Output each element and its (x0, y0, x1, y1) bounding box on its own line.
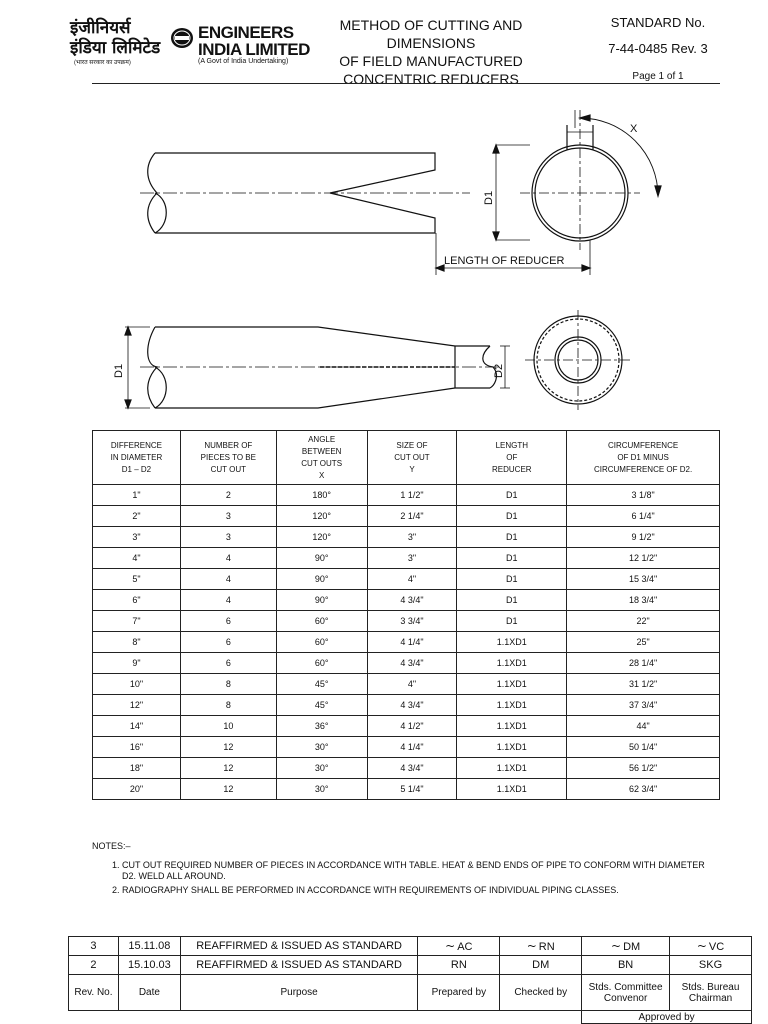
table-header-cell (567, 431, 720, 485)
table-cell: 3" (367, 527, 457, 548)
header-line: CIRCUMFERENCE (607, 440, 679, 450)
table-header-row (93, 431, 720, 485)
table-cell: 1.1XD1 (457, 779, 567, 800)
table-cell: 3" (93, 527, 181, 548)
table-cell: 60° (276, 611, 367, 632)
notes-heading: NOTES:– (92, 841, 131, 851)
table-cell: D1 (457, 611, 567, 632)
table-cell: 3" (367, 548, 457, 569)
table-cell: 90° (276, 590, 367, 611)
table-header-cell (457, 431, 567, 485)
table-row (93, 758, 720, 779)
table-row (93, 716, 720, 737)
table-cell: 6 1/4" (567, 506, 720, 527)
table-cell: 4 1/2" (367, 716, 457, 737)
table-row (93, 548, 720, 569)
table-row (93, 611, 720, 632)
table-cell: 4" (93, 548, 181, 569)
table-cell: 4 1/4" (367, 737, 457, 758)
table-cell: D1 (457, 527, 567, 548)
header-line: LENGTH (495, 440, 529, 450)
rev-prepared: ~ AC (418, 937, 500, 956)
table-cell: 12 (180, 758, 276, 779)
table-row (93, 695, 720, 716)
length-of-reducer-label: LENGTH OF REDUCER (444, 255, 565, 267)
rev-number: 2 (69, 956, 119, 975)
table-cell: 6 (180, 653, 276, 674)
table-cell: 12" (93, 695, 181, 716)
table-cell: 9 1/2" (567, 527, 720, 548)
table-cell: 3 (180, 506, 276, 527)
approved-by-label: Approved by (582, 1011, 752, 1024)
header-line: BETWEEN (301, 446, 342, 456)
header-line: X (318, 470, 325, 480)
header-line: ANGLE (308, 434, 336, 444)
standard-label: STANDARD No. (610, 15, 706, 30)
table-row (93, 779, 720, 800)
table-cell: 1.1XD1 (457, 632, 567, 653)
table-cell: 2" (93, 506, 181, 527)
rev-convenor: BN (582, 956, 670, 975)
table-cell: 28 1/4" (567, 653, 720, 674)
note-item: 2. RADIOGRAPHY SHALL BE PERFORMED IN ACCORDANCE WITH REQUIREMENTS OF INDIVIDUAL PIPING CLASSES. (112, 885, 619, 895)
table-cell: 4" (367, 674, 457, 695)
table-header-cell (93, 431, 181, 485)
header-line: D1 – D2 (121, 464, 152, 474)
rev-chairman: SKG (670, 956, 752, 975)
table-cell: 3 1/8" (567, 485, 720, 506)
table-cell: 31 1/2" (567, 674, 720, 695)
table-cell: 8 (180, 695, 276, 716)
table-cell: 120° (276, 506, 367, 527)
rev-no-label: Rev. No. (69, 975, 119, 1011)
table-cell: 16" (93, 737, 181, 758)
rev-number: 3 (69, 937, 119, 956)
reducer-side-view (125, 327, 510, 408)
note-item: 1. CUT OUT REQUIRED NUMBER OF PIECES IN ACCORDANCE WITH TABLE. HEAT & BEND ENDS OF PIPE TO CONFORM WITH DIAMETER D2. WELD ALL AROUND. (112, 860, 705, 881)
signature: ~ (696, 939, 707, 953)
rev-date: 15.11.08 (118, 937, 180, 956)
rev-purpose: REAFFIRMED & ISSUED AS STANDARD (180, 956, 418, 975)
title-line3: CONCENTRIC REDUCERS (343, 71, 519, 87)
table-cell: 50 1/4" (567, 737, 720, 758)
header-line: OF D1 MINUS (617, 452, 669, 462)
table-cell: 3 3/4" (367, 611, 457, 632)
angle-x-label: X (630, 123, 638, 135)
table-cell: 36° (276, 716, 367, 737)
reducer-end-view (525, 310, 632, 410)
table-row (93, 653, 720, 674)
table-cell: 5" (93, 569, 181, 590)
header-line: OF (506, 452, 518, 462)
d1-label-top: D1 (483, 190, 495, 205)
header-line: CUT OUT (394, 452, 430, 462)
table-cell: 30° (276, 779, 367, 800)
logo-hindi-line1: इंजीनियर्स (70, 18, 131, 38)
header-line: CUT OUT (210, 464, 247, 474)
table-cell: 44" (567, 716, 720, 737)
table-row (93, 506, 720, 527)
revision-footer-row (69, 975, 752, 1011)
table-cell: 120° (276, 527, 367, 548)
header-line: CUT OUTS (301, 458, 343, 468)
header-line: NUMBER OF (204, 440, 253, 450)
table-cell: 3 (180, 527, 276, 548)
table-cell: 6 (180, 632, 276, 653)
reducer-drawings (0, 0, 768, 430)
rev-purpose: REAFFIRMED & ISSUED AS STANDARD (180, 937, 418, 956)
table-cell: 18 3/4" (567, 590, 720, 611)
convenor-label: Stds. Committee Convenor (582, 975, 670, 1011)
table-body (93, 485, 720, 800)
table-cell: 4 (180, 569, 276, 590)
table-cell: 1 1/2" (367, 485, 457, 506)
table-header-cell (367, 431, 457, 485)
logo-en-line1: ENGINEERS (198, 23, 294, 42)
table-row (93, 527, 720, 548)
table-cell: 12 1/2" (567, 548, 720, 569)
table-cell: 20" (93, 779, 181, 800)
d1-label-bottom: D1 (113, 363, 125, 378)
logo-hindi-line2: इंडिया लिमिटेड (70, 38, 161, 58)
table-cell: 12 (180, 779, 276, 800)
table-row (93, 590, 720, 611)
table-row (93, 737, 720, 758)
table-row (93, 674, 720, 695)
table-cell: 45° (276, 695, 367, 716)
chairman-label: Stds. Bureau Chairman (670, 975, 752, 1011)
table-cell: 14" (93, 716, 181, 737)
title-line2: OF FIELD MANUFACTURED (339, 53, 523, 69)
table-cell: 4" (367, 569, 457, 590)
table-cell: 22" (567, 611, 720, 632)
d2-label: D2 (493, 363, 505, 378)
page-number: Page 1 of 1 (632, 71, 684, 82)
signature: ~ (526, 939, 537, 953)
table-row (93, 485, 720, 506)
table-cell: 5 1/4" (367, 779, 457, 800)
table-cell: 4 (180, 590, 276, 611)
rev-convenor: ~ DM (582, 937, 670, 956)
table-cell: D1 (457, 506, 567, 527)
table-cell: 2 1/4" (367, 506, 457, 527)
revision-row (69, 956, 752, 975)
table-cell: 25" (567, 632, 720, 653)
rev-checked: ~ RN (500, 937, 582, 956)
header-line: PIECES TO BE (200, 452, 256, 462)
table-header-cell (276, 431, 367, 485)
rev-date: 15.10.03 (118, 956, 180, 975)
table-cell: 4 1/4" (367, 632, 457, 653)
title-line1: METHOD OF CUTTING AND DIMENSIONS (339, 17, 523, 51)
table-cell: D1 (457, 485, 567, 506)
table-cell: 30° (276, 758, 367, 779)
purpose-label: Purpose (180, 975, 418, 1011)
notes-section (92, 841, 720, 896)
table-header-cell (180, 431, 276, 485)
logo-tagline-english: (A Govt of India Undertaking) (198, 58, 289, 65)
table-cell: 10" (93, 674, 181, 695)
table-cell: 1.1XD1 (457, 695, 567, 716)
table-cell: 10 (180, 716, 276, 737)
table-cell: 56 1/2" (567, 758, 720, 779)
table-cell: 4 3/4" (367, 758, 457, 779)
table-cell: 45° (276, 674, 367, 695)
header-line: CIRCUMFERENCE OF D2. (593, 464, 693, 474)
header-line: SIZE OF (396, 440, 428, 450)
table-cell: 37 3/4" (567, 695, 720, 716)
table-cell: 1.1XD1 (457, 716, 567, 737)
header-line: IN DIAMETER (110, 452, 163, 462)
logo-tagline-hindi: (भारत सरकार का उपक्रम) (74, 60, 131, 66)
revision-table (68, 936, 752, 1024)
rev-chairman: ~ VC (670, 937, 752, 956)
table-cell: D1 (457, 548, 567, 569)
logo-en-line2: INDIA LIMITED (198, 40, 310, 59)
table-cell: 12 (180, 737, 276, 758)
revision-row (69, 937, 752, 956)
table-cell: 60° (276, 653, 367, 674)
table-cell: 62 3/4" (567, 779, 720, 800)
table-cell: 1" (93, 485, 181, 506)
table-cell: 4 3/4" (367, 695, 457, 716)
table-cell: 18" (93, 758, 181, 779)
table-cell: 4 3/4" (367, 590, 457, 611)
reducer-dimension-table (92, 430, 720, 800)
table-row (93, 569, 720, 590)
table-cell: 9" (93, 653, 181, 674)
standard-number: 7-44-0485 Rev. 3 (608, 41, 708, 56)
date-label: Date (118, 975, 180, 1011)
table-cell: 6 (180, 611, 276, 632)
table-cell: 4 (180, 548, 276, 569)
table-cell: D1 (457, 569, 567, 590)
table-cell: 7" (93, 611, 181, 632)
table-cell: 1.1XD1 (457, 737, 567, 758)
rev-prepared: RN (418, 956, 500, 975)
header-line: DIFFERENCE (110, 440, 163, 450)
table-cell: 90° (276, 569, 367, 590)
table-cell: 6" (93, 590, 181, 611)
table-cell: 30° (276, 737, 367, 758)
rev-checked: DM (500, 956, 582, 975)
table-cell: D1 (457, 590, 567, 611)
table-cell: 90° (276, 548, 367, 569)
table-cell: 60° (276, 632, 367, 653)
table-cell: 8 (180, 674, 276, 695)
table-cell: 1.1XD1 (457, 674, 567, 695)
table-row (93, 632, 720, 653)
table-cell: 1.1XD1 (457, 758, 567, 779)
table-cell: 1.1XD1 (457, 653, 567, 674)
table-cell: 2 (180, 485, 276, 506)
approved-by-row (69, 1011, 752, 1024)
header-line: REDUCER (492, 464, 532, 474)
signature: ~ (445, 939, 456, 953)
table-cell: 15 3/4" (567, 569, 720, 590)
signature: ~ (611, 939, 622, 953)
header-line: Y (409, 464, 415, 474)
checked-by-label: Checked by (500, 975, 582, 1011)
table-cell: 180° (276, 485, 367, 506)
table-cell: 4 3/4" (367, 653, 457, 674)
prepared-by-label: Prepared by (418, 975, 500, 1011)
table-cell: 8" (93, 632, 181, 653)
